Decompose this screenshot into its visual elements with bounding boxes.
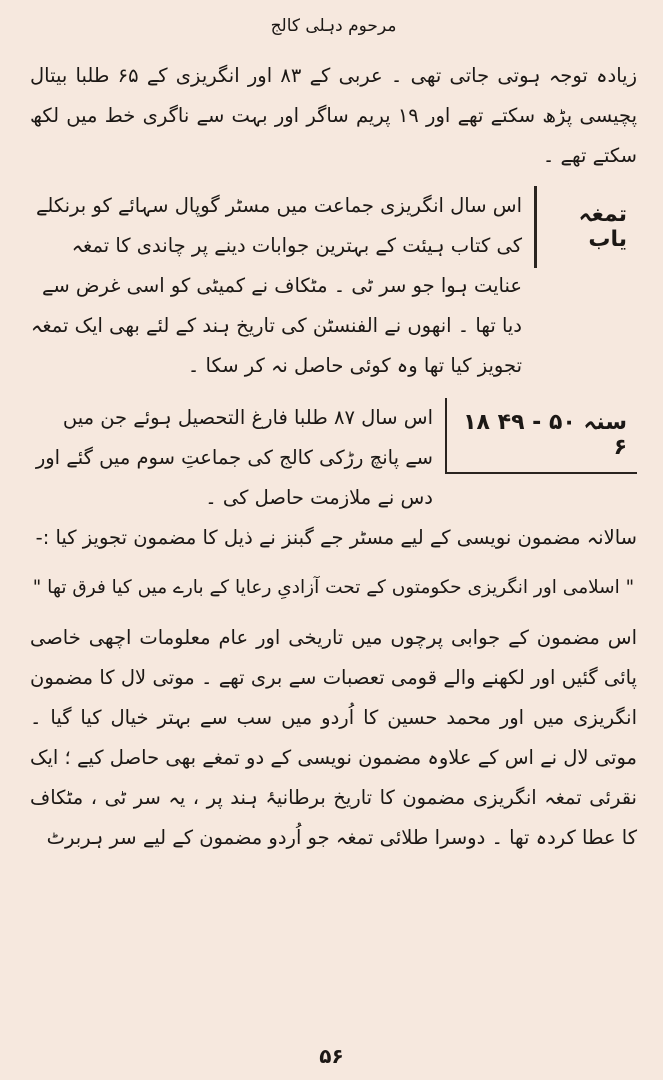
paragraph-year: اس سال ۸۷ طلبا فارغ التحصیل ہوئے جن میں سے پانچ رڑکی کالج کی جماعتِ سوم میں گئے اور دس نے ملازمت حاصل کی ۔ [35,406,433,509]
paragraph-intro: زیادہ توجہ ہوتی جاتی تھی ۔ عربی کے ۸۳ اور انگریزی کے ۶۵ طلبا بیتال پچیسی پڑھ سکتے تھے اور ۱۹ پریم ساگر اور بہت سے ناگری خط میں لکھ سکتے تھے ۔ [30,64,637,167]
page-number: ۵۶ [319,1044,344,1068]
paragraph-tamgha: اس سال انگریزی جماعت میں مسٹر گوپال سہائے کو برنکلے کی کتاب ہیئت کے بہترین جوابات دینے پر چاندی کا تمغہ عنایت ہوا جو سر ٹی ۔ مٹکاف نے کمیٹی کو اسی غرض سے دیا تھا ۔ انھوں نے الفنسٹن کی تاریخ ہند کے لئے بھی ایک تمغہ تجویز کیا تھا وہ کوئی حاصل نہ کر سکا ۔ [30,194,522,377]
side-heading-year: سنہ ۵۰ - ۴۹ ۱۸ ۶ [445,398,637,474]
paragraph-essay: سالانہ مضمون نویسی کے لیے مسٹر جے گبنز نے ذیل کا مضمون تجویز کیا :- [35,526,637,549]
side-heading-tamgha: تمغہ یاب [534,186,637,268]
running-header: مرحوم دہلی کالج [270,16,397,36]
essay-topic-quote: " اسلامی اور انگریزی حکومتوں کے تحت آزادیِ رعایا کے بارے میں کیا فرق تھا " [32,577,635,598]
section-tamgha [30,186,637,386]
paragraph-results: اس مضمون کے جوابی پرچوں میں تاریخی اور عام معلومات اچھی خاصی پائی گئیں اور لکھنے والے قومی تعصبات سے بری تھے ۔ موتی لال کا مضمون انگریزی میں اور محمد حسین کا اُردو میں سب سے بہتر خیال کیا گیا ۔ موتی لال نے اس کے علاوہ مضمون نویسی کے دو تمغے بھی حاصل کیے ؛ ایک نقرئی تمغہ انگریزی مضمون کا تاریخ برطانیۂ ہند پر ، یہ سر ٹی ، مٹکاف کا عطا کردہ تھا ۔ دوسرا طلائی تمغہ جو اُردو مضمون کے لیے سر ہربرٹ [30,626,637,849]
section-sana [30,398,637,518]
